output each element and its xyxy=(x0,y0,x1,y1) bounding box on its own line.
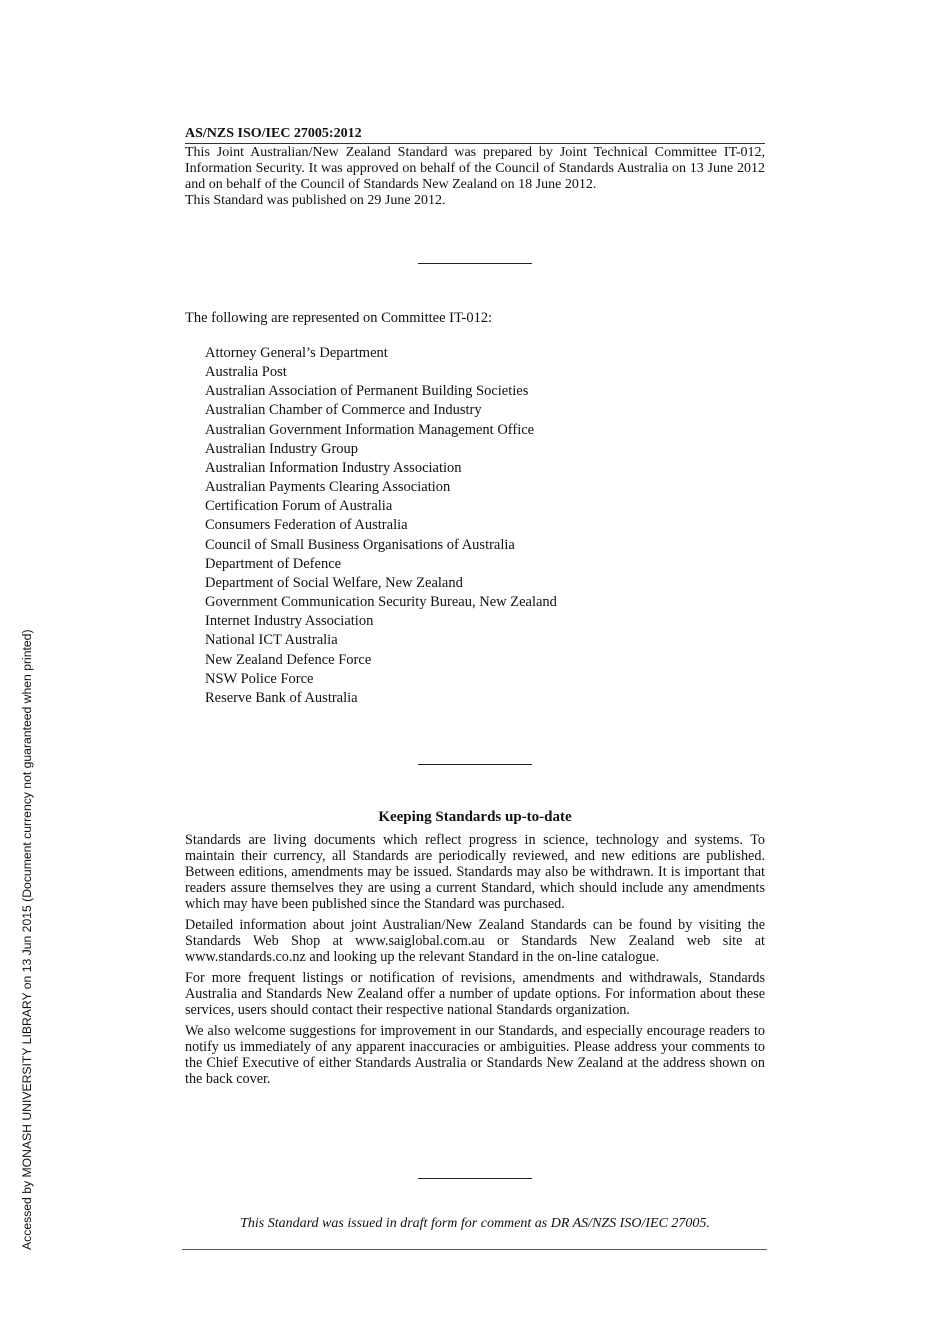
committee-member: Internet Industry Association xyxy=(205,613,374,630)
body-paragraph: For more frequent listings or notification of revisions, amendments and withdrawals, Standards Australia and Standards New Zealand offer a number of update options. For information about these services, users should contact their respective national Standards organization. xyxy=(185,970,765,1018)
body-paragraph: Standards are living documents which reflect progress in science, technology and systems. To maintain their currency, all Standards are periodically reviewed, and new editions are published. Between editions, amendments may be issued. Standards may also be withdrawn. It is important that readers assure themselves they are using a current Standard, which should include any amendments which may have been published since the Standard was purchased. xyxy=(185,832,765,912)
committee-member: New Zealand Defence Force xyxy=(205,651,372,668)
section-divider xyxy=(418,263,532,264)
committee-member: Government Communication Security Bureau, New Zealand xyxy=(205,594,557,611)
section-divider xyxy=(418,764,532,765)
keeping-up-to-date-body xyxy=(185,832,765,1092)
committee-intro: The following are represented on Committee IT-012: xyxy=(185,310,493,326)
preparation-statement xyxy=(185,145,765,209)
committee-member: Department of Social Welfare, New Zealand xyxy=(205,574,463,591)
footer-rule xyxy=(182,1249,767,1250)
publication-date-text: This Standard was published on 29 June 2012. xyxy=(185,193,446,208)
committee-member: Australian Information Industry Association xyxy=(205,459,462,476)
section-divider xyxy=(418,1178,532,1179)
committee-member: Reserve Bank of Australia xyxy=(205,689,358,706)
committee-member: Australia Post xyxy=(205,364,287,381)
committee-member: NSW Police Force xyxy=(205,670,314,687)
keeping-up-to-date-heading: Keeping Standards up-to-date xyxy=(378,809,572,825)
committee-member: National ICT Australia xyxy=(205,632,338,649)
committee-member: Australian Chamber of Commerce and Industry xyxy=(205,402,482,419)
committee-member-list xyxy=(205,344,557,708)
committee-member: Australian Payments Clearing Association xyxy=(205,479,451,496)
committee-member: Australian Industry Group xyxy=(205,440,359,457)
preparation-text: This Joint Australian/New Zealand Standard was prepared by Joint Technical Committee IT-012, Information Security. It was approved on behalf of the Council of Standards Australia on 13 June 2012 and on behalf of the Council of Standards New Zealand on 18 June 2012. xyxy=(185,145,765,192)
committee-member: Certification Forum of Australia xyxy=(205,498,393,515)
access-watermark: Accessed by MONASH UNIVERSITY LIBRARY on 13 Jun 2015 (Document currency not guaranteed when printed) xyxy=(20,629,34,1250)
draft-note: This Standard was issued in draft form for comment as DR AS/NZS ISO/IEC 27005. xyxy=(240,1216,710,1231)
standard-identifier: AS/NZS ISO/IEC 27005:2012 xyxy=(185,126,765,144)
committee-member: Department of Defence xyxy=(205,555,342,572)
body-paragraph: Detailed information about joint Australian/New Zealand Standards can be found by visiting the Standards Web Shop at www.saiglobal.com.au or Standards New Zealand web site at www.standards.co.nz and looking up the relevant Standard in the on-line catalogue. xyxy=(185,917,765,965)
committee-member: Australian Government Information Management Office xyxy=(205,421,535,438)
committee-member: Consumers Federation of Australia xyxy=(205,517,408,534)
committee-member: Council of Small Business Organisations of Australia xyxy=(205,536,515,553)
committee-member: Attorney General’s Department xyxy=(205,345,388,361)
body-paragraph: We also welcome suggestions for improvement in our Standards, and especially encourage readers to notify us immediately of any apparent inaccuracies or ambiguities. Please address your comments to the Chief Executive of either Standards Australia or Standards New Zealand at the address shown on the back cover. xyxy=(185,1023,765,1087)
committee-member: Australian Association of Permanent Building Societies xyxy=(205,383,529,400)
